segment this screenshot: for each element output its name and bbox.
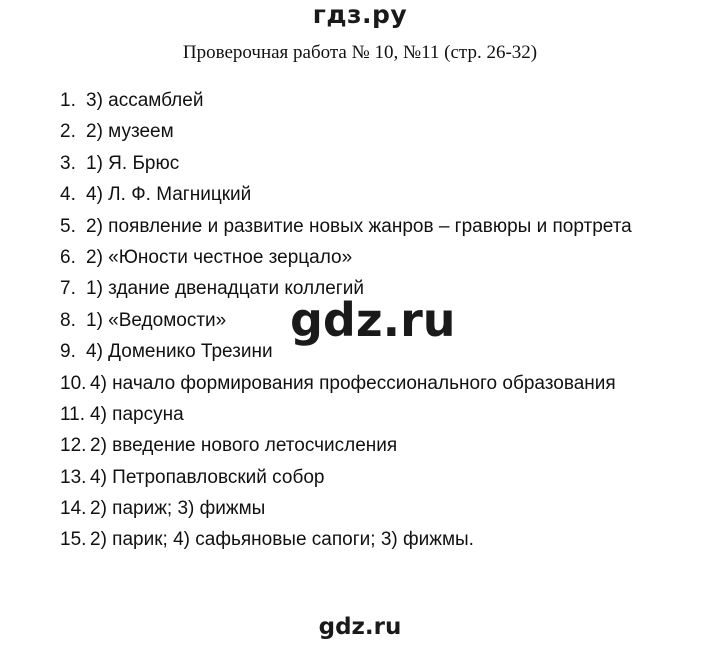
answer-number: 7.	[60, 278, 76, 300]
answer-text: 2) парик; 4) сафьяновые сапоги; 3) фижмы.	[90, 529, 474, 551]
list-item	[60, 526, 632, 557]
answer-number: 13.	[60, 466, 87, 488]
answer-number: 5.	[60, 215, 76, 237]
answer-number: 3.	[60, 152, 76, 174]
answer-text: 1) здание двенадцати коллегий	[86, 278, 364, 300]
watermark-center: gdz.ru	[290, 293, 456, 347]
answer-text: 4) парсуна	[90, 403, 184, 425]
answer-text: 2) появление и развитие новых жанров – гравюры и портрета	[86, 215, 632, 237]
answer-number: 9.	[60, 341, 76, 363]
list-item	[60, 244, 632, 275]
list-item	[60, 213, 632, 244]
answer-number: 1.	[60, 90, 76, 111]
answer-text: 3) ассамблей	[86, 90, 204, 111]
answer-text: 4) Доменико Трезини	[86, 341, 273, 363]
list-item	[60, 495, 632, 526]
watermark-bottom: gdz.ru	[318, 614, 402, 640]
answer-text: 4) Л. Ф. Магницкий	[86, 184, 252, 206]
list-item	[60, 118, 632, 149]
list-item	[60, 150, 632, 181]
answer-number: 15.	[60, 529, 87, 551]
list-item	[60, 432, 632, 463]
answer-text: 4) Петропавловский собор	[90, 466, 325, 488]
answer-number: 14.	[60, 498, 87, 520]
answer-text: 1) «Ведомости»	[86, 309, 227, 331]
list-item	[60, 181, 632, 212]
answer-number: 12.	[60, 435, 87, 457]
answer-number: 11.	[60, 403, 86, 425]
answer-text: 4) начало формирования профессионального образования	[90, 372, 616, 394]
answer-text: 2) «Юности честное зерцало»	[86, 246, 353, 268]
answer-number: 8.	[60, 309, 76, 331]
answer-text: 2) музеем	[86, 121, 174, 143]
answer-text: 2) введение нового летосчисления	[90, 435, 398, 457]
answer-text: 2) париж; 3) фижмы	[90, 498, 266, 520]
answer-number: 4.	[60, 184, 76, 206]
list-item	[60, 87, 632, 118]
list-item	[60, 370, 632, 401]
answer-text: 1) Я. Брюс	[86, 152, 180, 174]
answer-number: 2.	[60, 121, 76, 143]
watermark-top: гдз.ру	[312, 0, 408, 29]
answer-number: 10.	[60, 372, 87, 394]
list-item	[60, 401, 632, 432]
list-item	[60, 464, 632, 495]
answer-number: 6.	[60, 246, 76, 268]
page-title: Проверочная работа № 10, №11 (стр. 26-32)	[182, 42, 538, 63]
